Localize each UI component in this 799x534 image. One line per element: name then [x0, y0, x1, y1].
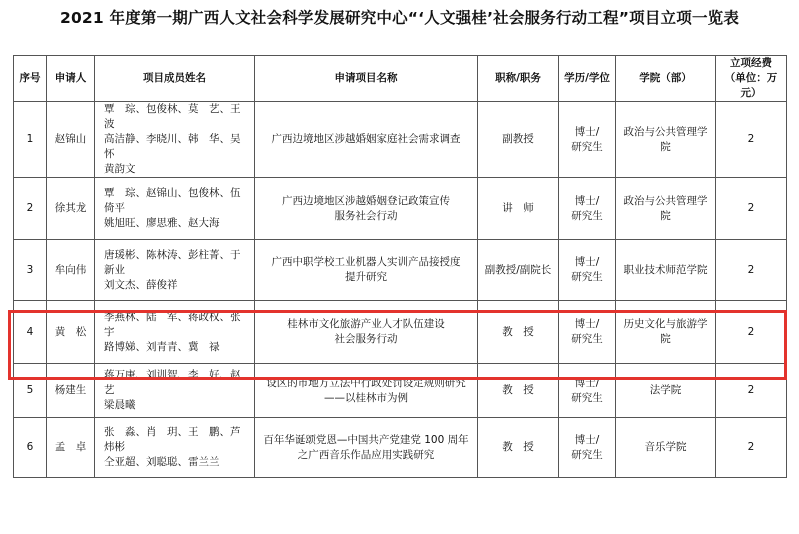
- row-members: 覃 琮、赵锦山、包俊林、伍倚平 姚旭旺、廖思雅、赵大海: [95, 178, 255, 240]
- row-members: 李燕林、陆 军、蒋政权、张 宇 路博娣、刘青青、冀 禄: [95, 301, 255, 364]
- row-project: 广西边境地区涉越婚姻家庭社会需求调查: [255, 102, 478, 178]
- row-college: 职业技术师范学院: [616, 240, 716, 301]
- row-funding: 2: [716, 364, 787, 418]
- header-members: 项目成员姓名: [95, 56, 255, 102]
- row-applicant: 赵锦山: [47, 102, 95, 178]
- row-applicant: 黄 松: [47, 301, 95, 364]
- row-college: 历史文化与旅游学院: [616, 301, 716, 364]
- row-education: 博士/ 研究生: [559, 364, 616, 418]
- row-college: 音乐学院: [616, 418, 716, 478]
- row-rank: 教 授: [478, 301, 559, 364]
- row-education: 博士/ 研究生: [559, 102, 616, 178]
- row-rank: 教 授: [478, 418, 559, 478]
- row-college: 政治与公共管理学院: [616, 102, 716, 178]
- row-project: 广西中职学校工业机器人实训产品接授度 提升研究: [255, 240, 478, 301]
- header-education: 学历/学位: [559, 56, 616, 102]
- row-members: 蒋万庚、刘训智、李 好、赵 艺 梁晨曦: [95, 364, 255, 418]
- row-college: 政治与公共管理学院: [616, 178, 716, 240]
- row-funding: 2: [716, 102, 787, 178]
- header-funding: 立项经费 （单位：万元）: [716, 56, 787, 102]
- header-applicant: 申请人: [47, 56, 95, 102]
- row-no: 3: [14, 240, 47, 301]
- row-education: 博士/ 研究生: [559, 178, 616, 240]
- row-no: 1: [14, 102, 47, 178]
- row-rank: 副教授/副院长: [478, 240, 559, 301]
- header-college: 学院（部）: [616, 56, 716, 102]
- row-members: 覃 琮、包俊林、莫 艺、王 波 高洁静、李晓川、韩 华、吴 怀 黄韵文: [95, 102, 255, 178]
- row-no: 6: [14, 418, 47, 478]
- row-education: 博士/ 研究生: [559, 301, 616, 364]
- row-project: 百年华诞颂党恩—中国共产党建党 100 周年 之广西音乐作品应用实践研究: [255, 418, 478, 478]
- row-funding: 2: [716, 178, 787, 240]
- row-applicant: 徐其龙: [47, 178, 95, 240]
- row-project: 桂林市文化旅游产业人才队伍建设 社会服务行动: [255, 301, 478, 364]
- row-project: 广西边境地区涉越婚姻登记政策宣传 服务社会行动: [255, 178, 478, 240]
- document-title: 2021 年度第一期广西人文社会科学发展研究中心“‘人文强桂’社会服务行动工程”项目立项一览表: [59, 9, 740, 27]
- row-members: 唐瑗彬、陈林涛、彭柱菁、于新业 刘文杰、薛俊祥: [95, 240, 255, 301]
- row-education: 博士/ 研究生: [559, 418, 616, 478]
- project-table: [13, 55, 787, 478]
- table-row: [14, 178, 787, 240]
- row-college: 法学院: [616, 364, 716, 418]
- row-members: 张 淼、肖 玥、王 鹏、芦炜彬 仝亚超、刘聪聪、雷兰兰: [95, 418, 255, 478]
- table-row-highlighted: [14, 301, 787, 364]
- row-rank: 教 授: [478, 364, 559, 418]
- table-row: [14, 364, 787, 418]
- header-rank: 职称/职务: [478, 56, 559, 102]
- row-no: 2: [14, 178, 47, 240]
- row-applicant: 杨建生: [47, 364, 95, 418]
- row-applicant: 牟向伟: [47, 240, 95, 301]
- row-applicant: 孟 卓: [47, 418, 95, 478]
- row-project: 设区的市地方立法中行政处罚设定规则研究 ——以桂林市为例: [255, 364, 478, 418]
- row-funding: 2: [716, 301, 787, 364]
- row-no: 5: [14, 364, 47, 418]
- row-rank: 副教授: [478, 102, 559, 178]
- row-funding: 2: [716, 418, 787, 478]
- table-row: [14, 102, 787, 178]
- header-no: 序号: [14, 56, 47, 102]
- row-rank: 讲 师: [478, 178, 559, 240]
- table-header-row: [14, 56, 787, 102]
- row-funding: 2: [716, 240, 787, 301]
- header-project: 申请项目名称: [255, 56, 478, 102]
- row-no: 4: [14, 301, 47, 364]
- table-row: [14, 418, 787, 478]
- table-row: [14, 240, 787, 301]
- row-education: 博士/ 研究生: [559, 240, 616, 301]
